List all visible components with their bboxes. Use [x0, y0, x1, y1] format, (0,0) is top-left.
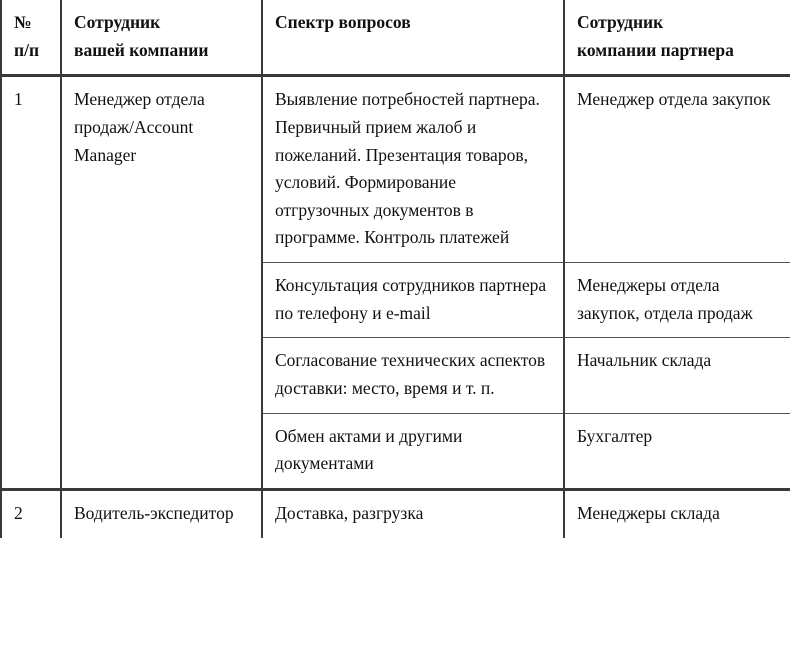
- cell-topic: Выявление потребностей партнера. Первичный прием жалоб и пожеланий. Презентация товаров, условий. Формирование отгрузочных документов в программе. Контроль платежей: [262, 76, 564, 263]
- column-header-number: [1, 0, 61, 76]
- cell-topic: Доставка, разгрузка: [262, 489, 564, 537]
- cell-topic: Консультация сотрудников партнера по телефону и e-mail: [262, 263, 564, 338]
- column-header-own-employee: [61, 0, 262, 76]
- table-row: [1, 76, 790, 263]
- header-row: [1, 0, 790, 76]
- column-header-own-employee-line1: Сотрудник: [74, 12, 161, 32]
- column-header-topics: [262, 0, 564, 76]
- column-header-number-line1: №: [14, 12, 32, 32]
- cell-partner-employee: Начальник склада: [564, 338, 790, 413]
- cell-partner-employee: Менеджеры отдела закупок, отдела продаж: [564, 263, 790, 338]
- cell-own-employee: Менеджер отдела продаж/Account Manager: [61, 76, 262, 490]
- cell-row-number: 1: [1, 76, 61, 490]
- cell-partner-employee: Бухгалтер: [564, 413, 790, 489]
- column-header-partner-employee-line2: компании партнера: [577, 39, 734, 60]
- cell-row-number: 2: [1, 489, 61, 537]
- cell-topic: Обмен актами и другими документами: [262, 413, 564, 489]
- cell-partner-employee: Менеджер отдела закупок: [564, 76, 790, 263]
- table-body: [1, 76, 790, 538]
- cell-own-employee: Водитель-экспедитор: [61, 489, 262, 537]
- column-header-own-employee-line2: вашей компании: [74, 39, 209, 60]
- column-header-partner-employee: [564, 0, 790, 76]
- table-row: [1, 489, 790, 537]
- column-header-number-line2: п/п: [14, 39, 40, 60]
- column-header-topics-label: Спектр вопросов: [275, 12, 411, 32]
- cell-topic: Согласование технических аспектов доставки: место, время и т. п.: [262, 338, 564, 413]
- table-header: [1, 0, 790, 76]
- cell-partner-employee: Менеджеры склада: [564, 489, 790, 537]
- column-header-partner-employee-line1: Сотрудник: [577, 12, 664, 32]
